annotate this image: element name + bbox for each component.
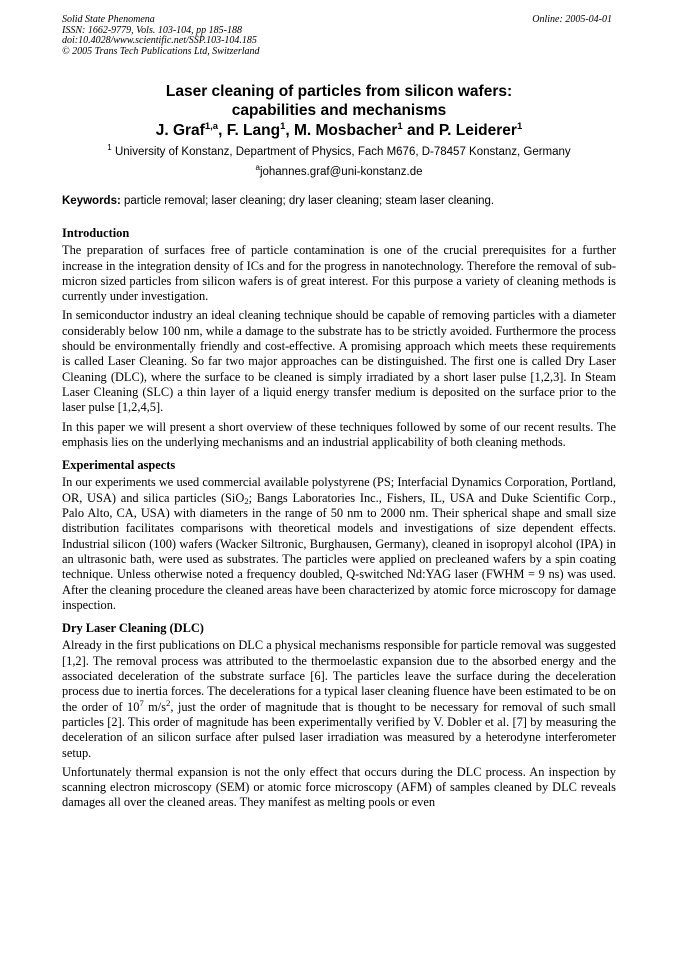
section-heading: Introduction bbox=[62, 226, 130, 240]
section-heading: Experimental aspects bbox=[62, 458, 176, 473]
affiliation-mark: 1 bbox=[107, 143, 112, 152]
superscript: 7 bbox=[139, 697, 144, 708]
paragraph: In semiconductor industry an ideal cleaning technique should be capable of removing particles with a diameter considerably below 100 nm, while a damage to the substrate has to be strictly avoided. Furthermore the process should be environmentally friendly and cost-effective. A promising approach which meets these requirements is called Laser Cleaning. So far two major approaches can be distinguished. The first one is called Dry Laser Cleaning (DLC), where the surface to be cleaned is simply irradiated by a short laser pulse [1,2,3]. In Steam Laser Cleaning (SLC) a thin layer of a liquid energy transfer medium is deposited on the surface prior to the laser pulse [1,2,4,5]. bbox=[62, 308, 616, 415]
subscript: 2 bbox=[244, 495, 249, 506]
section-experimental bbox=[62, 458, 616, 613]
paper-body bbox=[62, 226, 616, 819]
online-date: Online: 2005-04-01 bbox=[532, 14, 612, 25]
author-name: P. Leiderer bbox=[438, 122, 517, 139]
author-affiliation-mark: 1 bbox=[280, 121, 286, 132]
affiliation bbox=[62, 145, 616, 159]
superscript: 2 bbox=[166, 697, 171, 708]
text-run: In our experiments we used commercial available polystyrene (PS; Interfacial Dynamics Corporation, Portland, OR, USA) and silica particles (SiO bbox=[62, 475, 616, 505]
author-separator: and bbox=[402, 122, 439, 139]
issn-line: ISSN: 1662-9779, Vols. 103-104, pp 185-188 bbox=[62, 24, 242, 36]
affiliation-text: University of Konstanz, Department of Physics, Fach M676, D-78457 Konstanz, Germany bbox=[111, 146, 571, 158]
section-introduction bbox=[62, 226, 616, 450]
text-run: Already in the first publications on DLC a physical mechanisms responsible for particle removal was suggested [1,2]. The removal process was attributed to the thermoelastic expansion due to the absorbed energy and the associated deceleration of the substrate surface [6]. The particles leave the surface during the deceleration process due to inertia forces. The decelerations for a typical laser cleaning fluence have been estimated to be on the order of 10 bbox=[62, 638, 616, 714]
paragraph: Unfortunately thermal expansion is not the only effect that occurs during the DLC process. An inspection by scanning electron microscopy (SEM) or atomic force microscopy (AFM) of samples cleaned by DLC reveals damages all over the cleaned areas. They manifest as melting pools or even bbox=[62, 764, 616, 810]
paper-title-block bbox=[62, 82, 616, 140]
author-affiliation-mark: 1,a bbox=[204, 121, 219, 132]
author-name: F. Lang bbox=[226, 122, 281, 139]
author-list bbox=[62, 121, 616, 140]
email-mark: a bbox=[255, 163, 260, 172]
author-separator: , bbox=[285, 122, 294, 139]
paper-title-line-1: Laser cleaning of particles from silicon wafers: bbox=[165, 83, 513, 100]
journal-info bbox=[62, 15, 260, 57]
paragraph bbox=[62, 475, 616, 613]
section-dlc bbox=[62, 621, 616, 811]
journal-name: Solid State Phenomena bbox=[62, 14, 155, 25]
author-affiliation-mark: 1 bbox=[516, 121, 523, 132]
author-separator: , bbox=[218, 122, 227, 139]
paragraph: The preparation of surfaces free of particle contamination is one of the crucial prerequisites for a further increase in the integration density of ICs and for the progress in nanotechnology. Therefore the removal of sub-micron sized particles from silicon wafers is of great interest. For this purpose a variety of cleaning methods is currently under investigation. bbox=[62, 243, 616, 304]
keywords-text: particle removal; laser cleaning; dry laser cleaning; steam laser cleaning. bbox=[120, 195, 495, 207]
email-address: johannes.graf@uni-konstanz.de bbox=[259, 166, 423, 178]
doi-line: doi:10.4028/www.scientific.net/SSP.103-104.185 bbox=[62, 35, 257, 47]
section-heading: Dry Laser Cleaning (DLC) bbox=[62, 621, 204, 636]
text-run: ; Bangs Laboratories Inc., Fishers, IL, USA and Duke Scientific Corp., Palo Alto, CA, USA) with diameters in the range of 50 nm to 2000 nm. Their spherical shape and small size distribution facilitates comparisons with theoretical models and investigations of size dependent effects. Industrial silicon (100) wafers (Wacker Siltronic, Burghausen, Germany), cleaned in isopropyl alcohol (IPA) in an ultrasonic bath, were used as substrates. The particles were applied on precleaned wafers by a spin coating technique. Unless otherwise noted a frequency doubled, Q-switched Nd:YAG laser (FWHM = 9 ns) was used. After the cleaning procedure the cleaned areas have been characterized by atomic force microscopy for damage inspection. bbox=[62, 490, 616, 612]
keywords bbox=[62, 194, 616, 208]
paper-title-line-2: capabilities and mechanisms bbox=[231, 102, 447, 119]
paragraph: In this paper we will present a short overview of these techniques followed by some of our recent results. The emphasis lies on the underlying mechanisms and an industrial applicability of both cleaning methods. bbox=[62, 419, 616, 449]
author-affiliation-mark: 1 bbox=[397, 121, 403, 132]
author-email bbox=[62, 165, 616, 179]
paragraph bbox=[62, 638, 616, 760]
author-name: M. Mosbacher bbox=[294, 122, 398, 139]
keywords-label: Keywords: bbox=[62, 195, 121, 207]
author-name: J. Graf bbox=[155, 122, 205, 139]
text-run: m/s bbox=[143, 699, 167, 714]
text-run: , just the order of magnitude that is thought to be necessary for removal of such small particles [2]. This order of magnitude has been experimentally verified by V. Dobler et al. [7] by measuring the deceleration of an silicon surface after pulsed laser irradiation was measured by a heterodyne interferometer setup. bbox=[62, 699, 617, 760]
copyright-line: © 2005 Trans Tech Publications Ltd, Switzerland bbox=[62, 45, 260, 57]
